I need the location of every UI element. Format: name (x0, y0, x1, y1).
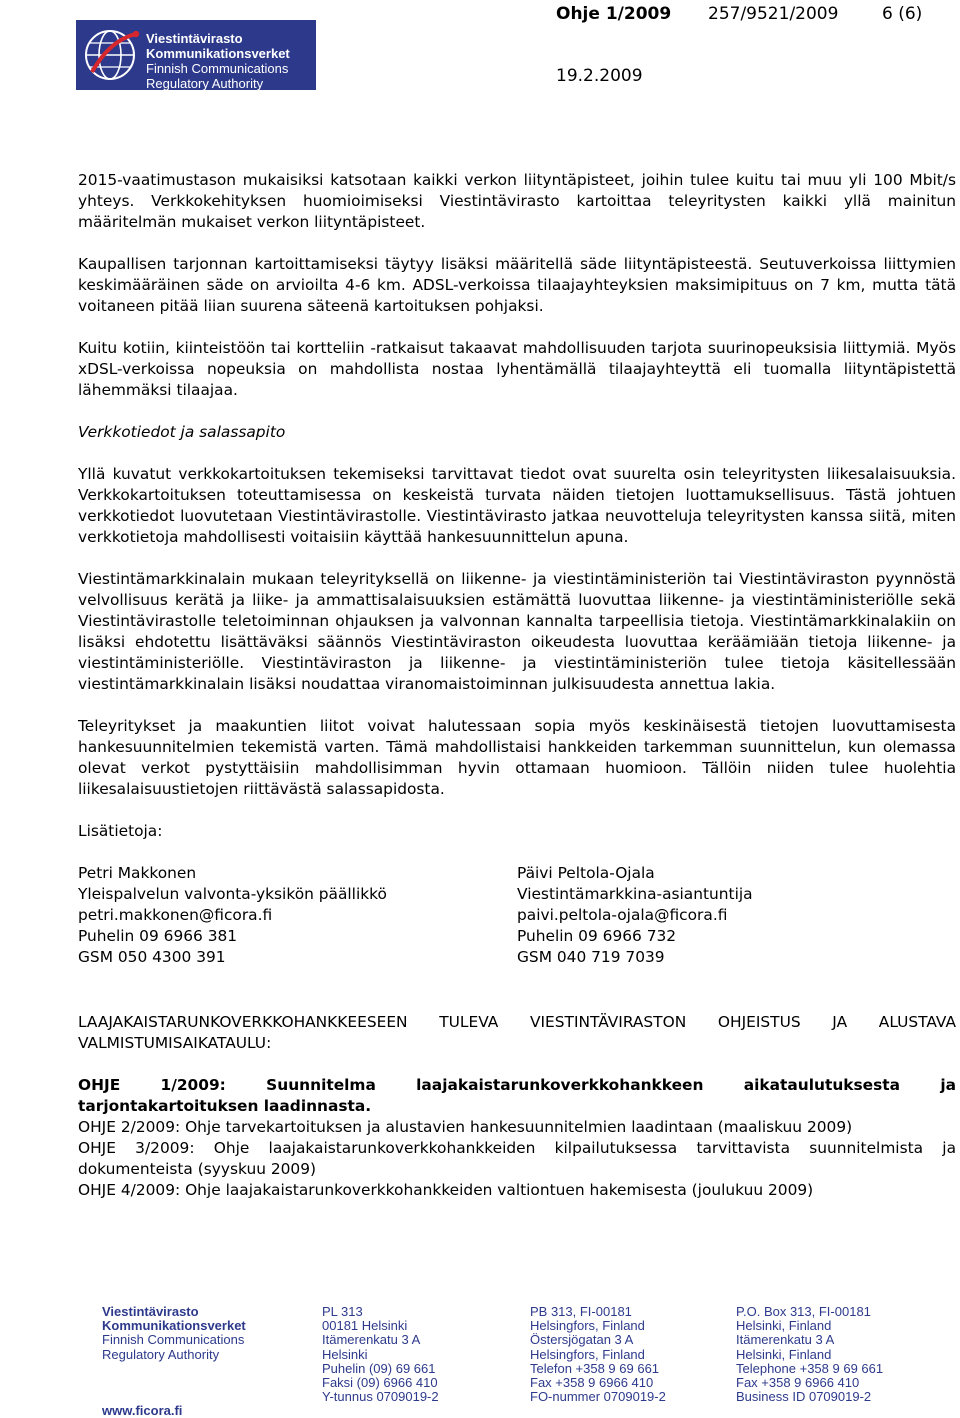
footer-line: Telephone +358 9 69 661 (736, 1360, 884, 1376)
paragraph-2: Kaupallisen tarjonnan kartoittamiseksi täytyy lisäksi määritellä säde liityntäpisteestä. Seutuverkoissa liittymien keskimääräinen säde on arvioilta 4-6 km. ADSL-verkoissa tilaajayhteyksien maksimipituus on 7 km, mutta tätä voitaneen pitää liian suurena säteenä kartoituksen pohjaksi. (78, 255, 956, 315)
footer-line: Helsinki (322, 1346, 368, 1362)
footer (102, 1305, 960, 1418)
footer-column-4 (736, 1305, 960, 1418)
paragraph-5: Viestintämarkkinalain mukaan teleyrityksellä on liikenne- ja viestintäministeriön tai Viestintäviraston pyynnöstä velvollisuus kerätä ja liike- ja ammattisalaisuuksien estämättä luovuttaa liikenne- ja viestintäministeriölle sekä Viestintävirastolle teletoiminnan ohjauksen ja valvonnan kannalta tarpeellisia tietoja. Viestintämarkkinalakiin on lisäksi ehdotettu lisättäväksi säännös Viestintäviraston oikeudesta luovuttaa keräämiään tietoja liikenne- ja viestintäministeriölle. Viestintäviraston ja liikenne- ja viestintäministeriön tulee tietoja käsitellessään viestintämarkkinalain lisäksi noudattaa viranomaistoiminnan julkisuudesta annettua lakia. (78, 570, 956, 693)
more-info-label: Lisätietoja: (78, 822, 163, 840)
footer-line: PB 313, FI-00181 (530, 1304, 632, 1319)
footer-website-link[interactable]: www.ficora.fi (102, 1402, 183, 1418)
contact-role: Viestintämarkkina-asiantuntija (517, 885, 753, 903)
footer-column-1 (102, 1305, 322, 1418)
logo-line-1: Viestintävirasto (146, 31, 243, 46)
page-number: 6 (6) (882, 4, 923, 24)
schedule-item: OHJE 4/2009: Ohje laajakaistarunkoverkkohankkeiden valtiontuen hakemisesta (joulukuu 2009) (78, 1181, 814, 1199)
logo-line-2: Kommunikationsverket (146, 46, 290, 61)
contact-role: Yleispalvelun valvonta-yksikön päällikkö (78, 885, 387, 903)
contact-phone: Puhelin 09 6966 732 (517, 927, 677, 945)
schedule-item: OHJE 1/2009: Suunnitelma laajakaistarunkoverkkohankkeen aikataulutuksesta ja tarjontakartoituksen laadinnasta. (78, 1076, 956, 1115)
footer-org-fi: Viestintävirasto (102, 1304, 199, 1319)
contact-email[interactable]: petri.makkonen@ficora.fi (78, 906, 273, 924)
footer-line: Y-tunnus 0709019-2 (322, 1389, 439, 1405)
paragraph-6: Teleyritykset ja maakuntien liitot voivat halutessaan sopia myös keskinäisestä tietojen luovuttamisesta hankesuunnitelmien tekemistä varten. Tämä mahdollistaisi hankkeiden tarkemman suunnittelun, kun olemassa olevat verkot pystyttäisiin mahdollisimman hyvin ottamaan huomioon. Tällöin niiden tulee huolehtia liikesalaisuustietojen riittävästä salassapidosta. (78, 717, 956, 798)
contact-phone: Puhelin 09 6966 381 (78, 927, 238, 945)
document-date: 19.2.2009 (556, 66, 643, 86)
logo-line-4: Regulatory Authority (146, 76, 264, 91)
footer-line: PL 313 (322, 1304, 363, 1319)
footer-line: Business ID 0709019-2 (736, 1389, 872, 1405)
footer-line: Itämerenkatu 3 A (322, 1332, 421, 1348)
ficora-logo (76, 20, 316, 90)
schedule-title: LAAJAKAISTARUNKOVERKKOHANKKEESEEN TULEVA VIESTINTÄVIRASTON OHJEISTUS JA ALUSTAVA VALMISTUMISAIKATAULU: (78, 1013, 956, 1052)
paragraph-3: Kuitu kotiin, kiinteistöön tai kortteliin -ratkaisut takaavat mahdollisuuden tarjota suurinopeuksisia liittymiä. Myös xDSL-verkoissa nopeuksia on mahdollista nostaa lyhentämällä tilaajayhteyttä eli tuomalla liityntäpistettä lähemmäksi tilaajaa. (78, 339, 956, 399)
contact-card (78, 863, 517, 968)
footer-org-en-2: Regulatory Authority (102, 1346, 220, 1362)
document-reference: 257/9521/2009 (708, 4, 839, 24)
footer-line: Helsinki, Finland (736, 1318, 832, 1334)
footer-line: Itämerenkatu 3 A (736, 1332, 835, 1348)
footer-column-2 (322, 1305, 530, 1418)
footer-line: Faksi (09) 6966 410 (322, 1375, 438, 1391)
schedule-list (78, 1075, 956, 1201)
contact-email[interactable]: paivi.peltola-ojala@ficora.fi (517, 906, 728, 924)
logo-line-3: Finnish Communications (146, 61, 289, 76)
section-heading: Verkkotiedot ja salassapito (78, 423, 286, 441)
footer-line: Helsingfors, Finland (530, 1346, 645, 1362)
contact-name: Petri Makkonen (78, 864, 197, 882)
footer-line: Telefon +358 9 69 661 (530, 1360, 660, 1376)
contact-gsm: GSM 050 4300 391 (78, 948, 226, 966)
footer-line: Fax +358 9 6966 410 (530, 1375, 654, 1391)
footer-org-sv: Kommunikationsverket (102, 1318, 246, 1334)
footer-org-en-1: Finnish Communications (102, 1332, 245, 1348)
paragraph-4: Yllä kuvatut verkkokartoituksen tekemiseksi tarvittavat tiedot ovat suurelta osin teleyritysten liikesalaisuuksia. Verkkokartoituksen toteuttamisessa on keskeistä turvata näiden tietojen luottamuksellisuus. Tästä johtuen verkkotiedot luovutetaan Viestintävirastolle. Viestintävirasto jatkaa neuvotteluja teleyritysten kanssa siitä, miten verkkotietoja mahdollisesti voitaisiin käyttää hankesuunnittelun apuna. (78, 465, 956, 546)
contact-name: Päivi Peltola-Ojala (517, 864, 655, 882)
schedule-item: OHJE 3/2009: Ohje laajakaistarunkoverkkohankkeiden kilpailutuksessa tarvittavista suunnitelmista ja dokumenteista (syyskuu 2009) (78, 1139, 956, 1178)
contacts (78, 863, 956, 968)
footer-line: Helsingfors, Finland (530, 1318, 645, 1334)
document-body (78, 170, 956, 1201)
paragraph-1: 2015-vaatimustason mukaisiksi katsotaan kaikki verkon liityntäpisteet, joihin tulee kuitu tai muu yli 100 Mbit/s yhteys. Verkkokehityksen huomioimiseksi Viestintävirasto kartoittaa teleyritysten kaikki yllä mainitun määritelmän mukaiset verkon liityntäpisteet. (78, 171, 956, 231)
footer-line: 00181 Helsinki (322, 1318, 408, 1334)
schedule-item: OHJE 2/2009: Ohje tarvekartoituksen ja alustavien hankesuunnitelmien laadintaan (maaliskuu 2009) (78, 1118, 853, 1136)
footer-line: Fax +358 9 6966 410 (736, 1375, 860, 1391)
footer-line: Puhelin (09) 69 661 (322, 1360, 436, 1376)
contact-gsm: GSM 040 719 7039 (517, 948, 665, 966)
contact-card (517, 863, 956, 968)
footer-line: P.O. Box 313, FI-00181 (736, 1304, 871, 1319)
footer-line: FO-nummer 0709019-2 (530, 1389, 666, 1405)
document-title: Ohje 1/2009 (556, 4, 672, 24)
footer-line: Helsinki, Finland (736, 1346, 832, 1362)
footer-column-3 (530, 1305, 736, 1418)
footer-line: Östersjögatan 3 A (530, 1332, 634, 1348)
document-header (556, 4, 956, 86)
